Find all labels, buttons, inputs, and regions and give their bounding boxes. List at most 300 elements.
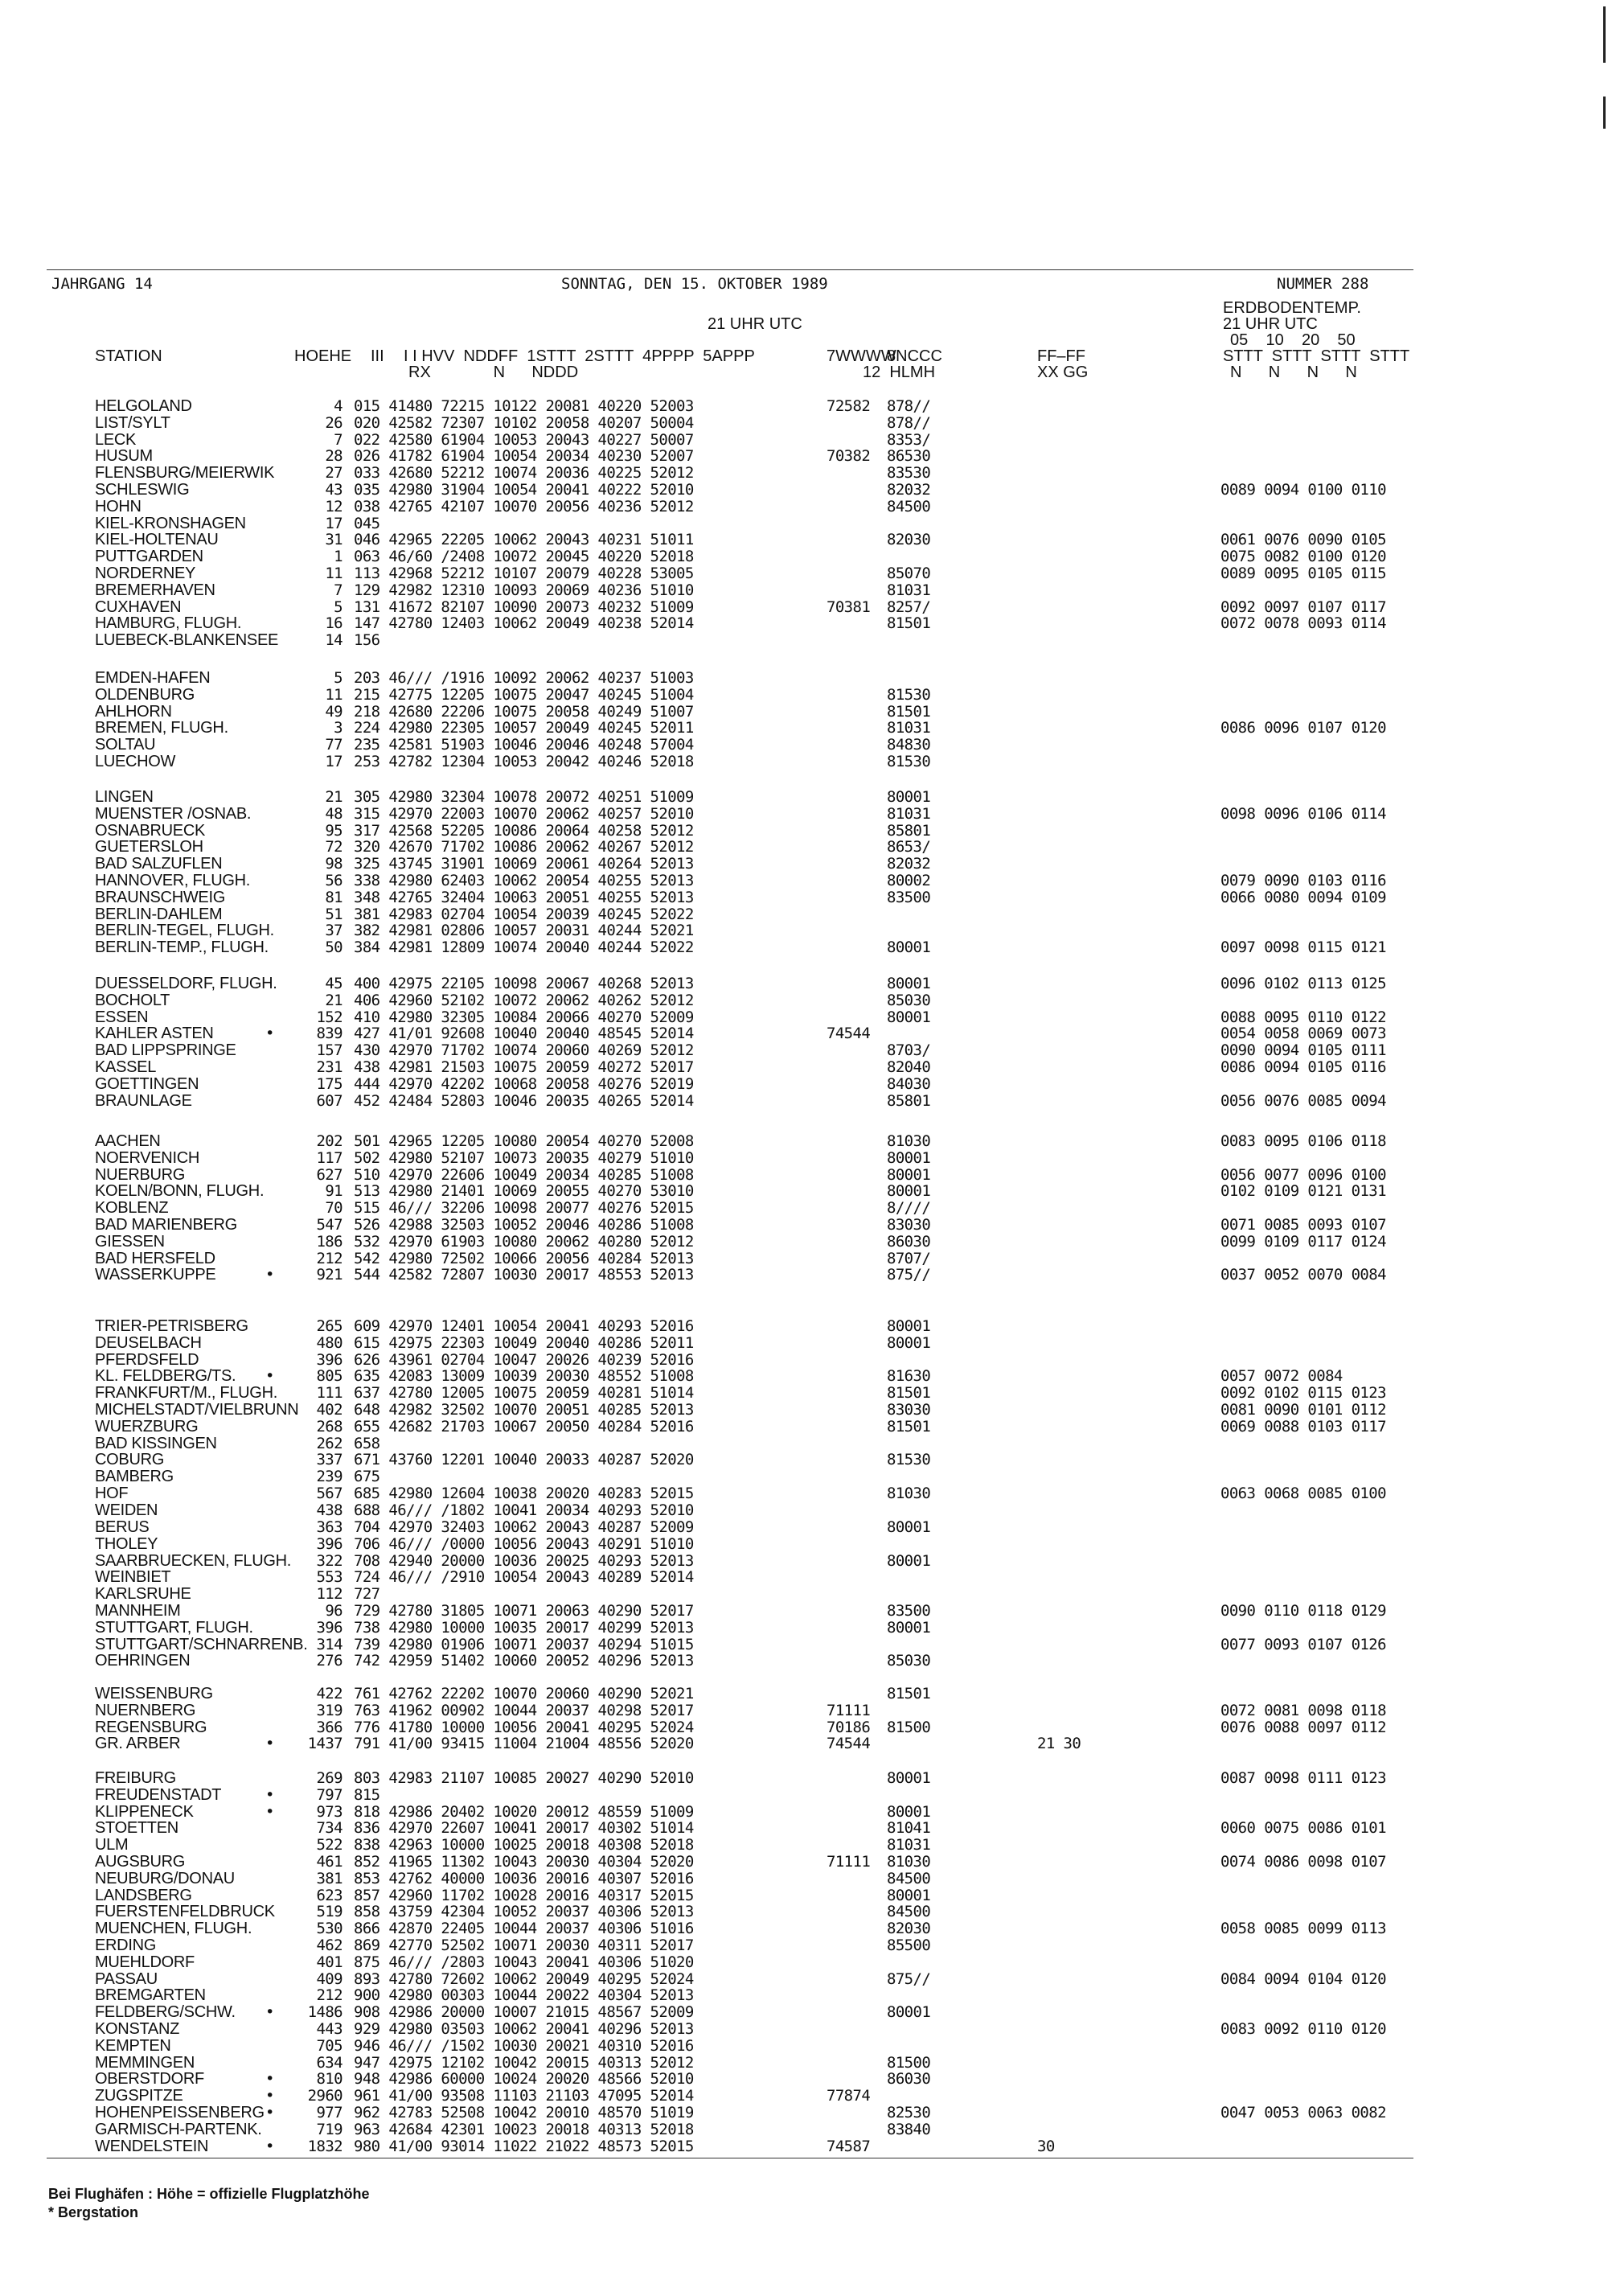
station-height: 921 (316, 1266, 343, 1284)
soil-temps: 0047 0053 0063 0082 (1220, 2104, 1386, 2121)
station-height: 805 (316, 1367, 343, 1386)
soil-temps: 0083 0095 0106 0118 (1220, 1132, 1386, 1150)
station-row (0, 632, 1415, 649)
soil-temps: 0086 0096 0107 0120 (1220, 719, 1386, 737)
station-name: FRANKFURT/M., FLUGH. (95, 1384, 277, 1403)
synop-codes: 688 46/// /1802 10041 20034 40293 52010 (354, 1501, 694, 1519)
soil-temps: 0061 0076 0090 0105 (1220, 531, 1386, 549)
cloud-group: 84500 (887, 1869, 931, 1887)
station-row (0, 1820, 1415, 1837)
synop-codes: 963 42684 42301 10023 20018 40313 52018 (354, 2120, 694, 2138)
station-name: BAMBERG (95, 1468, 174, 1486)
soil-temps: 0076 0088 0097 0112 (1220, 1718, 1386, 1736)
station-row (0, 1385, 1415, 1402)
cloud-group: 83840 (887, 2120, 931, 2138)
cloud-group: 80001 (887, 1333, 931, 1352)
cloud-group: 81530 (887, 753, 931, 770)
station-row (0, 448, 1415, 465)
station-height: 202 (316, 1132, 343, 1150)
mountain-station-mark: • (265, 2070, 274, 2089)
mountain-station-mark: • (265, 1367, 274, 1386)
station-height: 438 (316, 1501, 343, 1519)
station-row (0, 1419, 1415, 1436)
station-name: STUTTGART, FLUGH. (95, 1618, 253, 1637)
station-row (0, 1653, 1415, 1670)
station-height: 381 (316, 1869, 343, 1887)
station-name: HUSUM (95, 447, 153, 466)
synop-codes: 908 42986 20000 10007 21015 48567 52009 (354, 2003, 694, 2022)
station-row (0, 839, 1415, 856)
station-height: 31 (325, 531, 343, 549)
cloud-group: 81501 (887, 702, 931, 721)
station-height: 239 (316, 1468, 343, 1486)
station-row (0, 1586, 1415, 1603)
station-height: 402 (316, 1401, 343, 1419)
station-name: KONSTANZ (95, 2020, 180, 2038)
station-row (0, 1150, 1415, 1167)
soil-temps: 0089 0094 0100 0110 (1220, 481, 1386, 499)
station-name: AHLHORN (95, 702, 172, 721)
station-name: LECK (95, 430, 137, 449)
station-row (0, 1267, 1415, 1284)
cloud-group: 81500 (887, 2053, 931, 2072)
synop-codes: 815 (354, 1785, 380, 1804)
synop-codes: 532 42970 61903 10080 20062 40280 52012 (354, 1232, 694, 1251)
col-8nccc-sub: 12 HLMH (863, 363, 936, 381)
station-name: BREMERHAVEN (95, 581, 215, 599)
station-height: 839 (316, 1025, 343, 1043)
station-height: 51 (325, 905, 343, 923)
station-name: OLDENBURG (95, 685, 195, 704)
cloud-group: 83530 (887, 464, 931, 483)
synop-codes: 317 42568 52205 10086 20064 40258 52012 (354, 821, 694, 840)
station-row (0, 1887, 1415, 1904)
soil-depths: 05 10 20 50 (1230, 331, 1356, 349)
station-name: STOETTEN (95, 1819, 178, 1838)
synop-codes: 893 42780 72602 10062 20049 40295 52024 (354, 1969, 694, 1988)
station-height: 111 (316, 1384, 343, 1403)
station-name: LINGEN (95, 788, 154, 806)
cloud-group: 82032 (887, 481, 931, 499)
wind-gust-group: 21 30 (1037, 1735, 1081, 1753)
station-row (0, 1686, 1415, 1702)
cloud-group: 80002 (887, 872, 931, 889)
synop-codes: 544 42582 72807 10030 20017 48553 52013 (354, 1266, 694, 1284)
synop-codes: 869 42770 52502 10071 20030 40311 52017 (354, 1937, 694, 1954)
col-hoehe: HOEHE (294, 347, 352, 365)
soil-temps: 0077 0093 0107 0126 (1220, 1635, 1386, 1653)
station-name: KIEL-HOLTENAU (95, 531, 219, 549)
mountain-station-mark: • (265, 2087, 274, 2105)
station-height: 70 (325, 1199, 343, 1218)
station-name: FREIBURG (95, 1769, 176, 1787)
station-row (0, 704, 1415, 721)
station-height: 50 (325, 939, 343, 957)
soil-temps: 0054 0058 0069 0073 (1220, 1025, 1386, 1043)
station-row (0, 515, 1415, 532)
synop-codes: 502 42980 52107 10073 20035 40279 51010 (354, 1148, 694, 1167)
synop-codes: 685 42980 12604 10038 20020 40283 52015 (354, 1485, 694, 1502)
issue-number: NUMMER 288 (1277, 275, 1369, 293)
station-name: HOF (95, 1485, 129, 1502)
station-name: NORDERNEY (95, 565, 196, 582)
synop-codes: 410 42980 32305 10084 20066 40270 52009 (354, 1008, 694, 1026)
station-height: 98 (325, 855, 343, 873)
station-row (0, 1702, 1415, 1719)
station-row (0, 499, 1415, 515)
cloud-group: 80001 (887, 1551, 931, 1570)
station-name: BAD HERSFELD (95, 1249, 215, 1267)
station-row (0, 1971, 1415, 1988)
cloud-group: 82040 (887, 1058, 931, 1076)
col-main-codes: I I HVV NDDFF 1STTT 2STTT 4PPPP 5APPP (404, 347, 755, 365)
synop-codes: 452 42484 52803 10046 20035 40265 52014 (354, 1091, 694, 1110)
station-name: NOERVENICH (95, 1148, 199, 1167)
soil-temps: 0081 0090 0101 0112 (1220, 1401, 1386, 1419)
soil-temps: 0086 0094 0105 0116 (1220, 1058, 1386, 1076)
station-row (0, 670, 1415, 687)
weather-group: 72582 (827, 397, 871, 415)
cloud-group: 878// (887, 413, 931, 432)
station-name: BERLIN-TEMP., FLUGH. (95, 939, 269, 957)
station-height: 443 (316, 2020, 343, 2038)
synop-codes: 727 (354, 1585, 380, 1604)
station-height: 401 (316, 1953, 343, 1971)
weather-group: 70382 (827, 447, 871, 466)
synop-codes: 948 42986 60000 10024 20020 48566 52010 (354, 2070, 694, 2089)
synop-codes: 962 42783 52508 10042 20010 48570 51019 (354, 2104, 694, 2121)
cloud-group: 875// (887, 1266, 931, 1284)
cloud-group: 82030 (887, 1920, 931, 1938)
synop-codes: 542 42980 72502 10066 20056 40284 52013 (354, 1249, 694, 1267)
station-height: 27 (325, 464, 343, 483)
soil-temps: 0098 0096 0106 0114 (1220, 804, 1386, 823)
cloud-group: 85500 (887, 1937, 931, 1954)
station-name: MEMMINGEN (95, 2053, 195, 2072)
synop-codes: 961 41/00 93508 11103 21103 47095 52014 (354, 2087, 694, 2105)
station-row (0, 1485, 1415, 1502)
cloud-group: 80001 (887, 1769, 931, 1787)
cloud-group: 8707/ (887, 1249, 931, 1267)
cloud-group: 81030 (887, 1132, 931, 1150)
cloud-group: 8257/ (887, 598, 931, 616)
synop-codes: 803 42983 21107 10085 20027 40290 52010 (354, 1769, 694, 1787)
synop-codes: 742 42959 51402 10060 20052 40296 52013 (354, 1652, 694, 1670)
station-name: GUETERSLOH (95, 838, 203, 856)
soil-temps: 0088 0095 0110 0122 (1220, 1008, 1386, 1026)
synop-codes: 325 43745 31901 10069 20061 40264 52013 (354, 855, 694, 873)
mountain-station-mark: • (265, 2137, 274, 2155)
cloud-group: 81030 (887, 1853, 931, 1871)
synop-codes: 218 42680 22206 10075 20058 40249 51007 (354, 702, 694, 721)
station-height: 366 (316, 1718, 343, 1736)
station-height: 567 (316, 1485, 343, 1502)
station-row (0, 2105, 1415, 2121)
synop-codes: 866 42870 22405 10044 20037 40306 51016 (354, 1920, 694, 1938)
station-height: 314 (316, 1635, 343, 1653)
station-name: BAD LIPPSPRINGE (95, 1041, 236, 1060)
station-height: 810 (316, 2070, 343, 2089)
station-height: 77 (325, 736, 343, 754)
station-row (0, 2021, 1415, 2038)
station-row (0, 1183, 1415, 1200)
station-height: 56 (325, 872, 343, 889)
station-row (0, 1076, 1415, 1093)
cloud-group: 85070 (887, 565, 931, 582)
cloud-group: 81031 (887, 719, 931, 737)
station-height: 480 (316, 1333, 343, 1352)
synop-codes: 852 41965 11302 10043 20030 40304 52020 (354, 1853, 694, 1871)
cloud-group: 85030 (887, 991, 931, 1009)
station-name: STUTTGART/SCHNARRENB. (95, 1635, 308, 1653)
station-row (0, 939, 1415, 956)
station-row (0, 1368, 1415, 1385)
station-name: SAARBRUECKEN, FLUGH. (95, 1551, 292, 1570)
synop-codes: 020 42582 72307 10102 20058 40207 50004 (354, 413, 694, 432)
synop-codes: 626 43961 02704 10047 20026 40239 52016 (354, 1350, 694, 1369)
cloud-group: 85801 (887, 821, 931, 840)
synop-codes: 513 42980 21401 10069 20055 40270 53010 (354, 1182, 694, 1201)
station-name: ZUGSPITZE (95, 2087, 183, 2105)
station-name: COBURG (95, 1451, 164, 1469)
station-height: 977 (316, 2104, 343, 2121)
date-label: SONNTAG, DEN 15. OKTOBER 1989 (561, 275, 828, 293)
station-row (0, 1920, 1415, 1937)
synop-codes: 444 42970 42202 10068 20058 40276 52019 (354, 1074, 694, 1093)
soil-temps: 0058 0085 0099 0113 (1220, 1920, 1386, 1938)
station-height: 396 (316, 1618, 343, 1637)
station-name: FREUDENSTADT (95, 1785, 222, 1804)
station-height: 553 (316, 1568, 343, 1587)
soil-temps: 0097 0098 0115 0121 (1220, 939, 1386, 957)
station-height: 422 (316, 1685, 343, 1702)
station-height: 337 (316, 1451, 343, 1469)
soil-temps: 0084 0094 0104 0120 (1220, 1969, 1386, 1988)
station-row (0, 1553, 1415, 1570)
station-height: 522 (316, 1836, 343, 1854)
station-height: 48 (325, 804, 343, 823)
synop-codes: 637 42780 12005 10075 20059 40281 51014 (354, 1384, 694, 1403)
synop-codes: 113 42968 52212 10107 20079 40228 53005 (354, 565, 694, 582)
station-height: 7 (334, 430, 343, 449)
station-height: 973 (316, 1802, 343, 1821)
station-name: BAD MARIENBERG (95, 1216, 237, 1234)
synop-codes: 129 42982 12310 10093 20069 40236 51010 (354, 581, 694, 599)
station-name: GARMISCH-PARTENK. (95, 2120, 262, 2138)
synop-codes: 706 46/// /0000 10056 20043 40291 51010 (354, 1534, 694, 1553)
synop-codes: 704 42970 32403 10062 20043 40287 52009 (354, 1518, 694, 1536)
station-name: ESSEN (95, 1008, 149, 1026)
weather-group: 70381 (827, 598, 871, 616)
station-name: PUTTGARDEN (95, 548, 203, 566)
station-row (0, 1436, 1415, 1452)
cloud-group: 80001 (887, 1317, 931, 1335)
station-row (0, 1167, 1415, 1184)
soil-temps: 0066 0080 0094 0109 (1220, 888, 1386, 906)
station-row (0, 1009, 1415, 1026)
station-name: AUGSBURG (95, 1853, 186, 1871)
weather-group: 70186 (827, 1718, 871, 1736)
cloud-group: 80001 (887, 1148, 931, 1167)
synop-codes: 838 42963 10000 10025 20018 40308 52018 (354, 1836, 694, 1854)
station-height: 1437 (307, 1735, 343, 1753)
station-height: 627 (316, 1165, 343, 1184)
synop-codes: 427 41/01 92608 10040 20040 48545 52014 (354, 1025, 694, 1043)
station-name: WUERZBURG (95, 1417, 199, 1436)
station-row (0, 1335, 1415, 1352)
col-ff: FF–FF (1037, 347, 1085, 365)
station-height: 5 (334, 598, 343, 616)
station-height: 11 (325, 685, 343, 704)
station-row (0, 1904, 1415, 1920)
station-height: 17 (325, 753, 343, 770)
station-height: 409 (316, 1969, 343, 1988)
synop-codes: 818 42986 20402 10020 20012 48559 51009 (354, 1802, 694, 1821)
cloud-group: 81031 (887, 1836, 931, 1854)
station-name: REGENSBURG (95, 1718, 207, 1736)
cloud-group: 80001 (887, 788, 931, 806)
station-name: DEUSELBACH (95, 1333, 202, 1352)
station-height: 705 (316, 2036, 343, 2055)
station-row (0, 1536, 1415, 1553)
soil-temps: 0099 0109 0117 0124 (1220, 1232, 1386, 1251)
station-height: 37 (325, 922, 343, 940)
weather-group: 71111 (827, 1853, 871, 1871)
cloud-group: 81501 (887, 1417, 931, 1436)
station-name: SOLTAU (95, 736, 156, 754)
synop-codes: 900 42980 00303 10044 20022 40304 52013 (354, 1986, 694, 2005)
station-row (0, 548, 1415, 565)
station-height: 212 (316, 1986, 343, 2005)
station-height: 81 (325, 888, 343, 906)
synop-codes: 658 (354, 1434, 380, 1452)
synop-codes: 858 43759 42304 10052 20037 40306 52013 (354, 1903, 694, 1921)
station-name: KOBLENZ (95, 1199, 169, 1218)
station-row (0, 2138, 1415, 2155)
station-height: 175 (316, 1074, 343, 1093)
synop-codes: 836 42970 22607 10041 20017 40302 51014 (354, 1819, 694, 1838)
station-height: 719 (316, 2120, 343, 2138)
synop-codes: 635 42083 13009 10039 20030 48552 51008 (354, 1367, 694, 1386)
synop-codes: 763 41962 00902 10044 20037 40298 52017 (354, 1701, 694, 1719)
station-height: 45 (325, 975, 343, 992)
synop-codes: 526 42988 32503 10052 20046 40286 51008 (354, 1216, 694, 1234)
station-name: HANNOVER, FLUGH. (95, 872, 251, 889)
station-row (0, 1093, 1415, 1110)
col-soil-stt: STTT STTT STTT STTT (1223, 347, 1410, 365)
cloud-group: 84030 (887, 1074, 931, 1093)
station-height: 28 (325, 447, 343, 466)
synop-codes: 215 42775 12205 10075 20047 40245 51004 (354, 685, 694, 704)
cloud-group: 81530 (887, 685, 931, 704)
synop-codes: 224 42980 22305 10057 20049 40245 52011 (354, 719, 694, 737)
station-name: WEINBIET (95, 1568, 171, 1587)
synop-codes: 131 41672 82107 10090 20073 40232 51009 (354, 598, 694, 616)
station-height: 547 (316, 1216, 343, 1234)
station-height: 2960 (307, 2087, 343, 2105)
station-name: KL. FELDBERG/TS. (95, 1367, 236, 1386)
synop-codes: 875 46/// /2803 10043 20041 40306 51020 (354, 1953, 694, 1971)
cloud-group: 81530 (887, 1451, 931, 1469)
station-height: 91 (325, 1182, 343, 1201)
station-height: 152 (316, 1008, 343, 1026)
station-height: 396 (316, 1534, 343, 1553)
soil-temps: 0056 0077 0096 0100 (1220, 1165, 1386, 1184)
obs-time: 21 UHR UTC (708, 315, 802, 333)
station-row (0, 1025, 1415, 1042)
station-row (0, 1468, 1415, 1485)
cloud-group: 81031 (887, 804, 931, 823)
cloud-group: 81630 (887, 1367, 931, 1386)
station-row (0, 1318, 1415, 1335)
station-name: NEUBURG/DONAU (95, 1869, 235, 1887)
station-name: MUENSTER /OSNAB. (95, 804, 252, 823)
synop-codes: 655 42682 21703 10067 20050 40284 52016 (354, 1417, 694, 1436)
synop-codes: 147 42780 12403 10062 20049 40238 52014 (354, 614, 694, 633)
station-height: 607 (316, 1091, 343, 1110)
cloud-group: 80001 (887, 1165, 931, 1184)
synop-codes: 015 41480 72215 10122 20081 40220 52003 (354, 397, 694, 415)
station-name: WEIDEN (95, 1501, 158, 1519)
station-row (0, 465, 1415, 482)
mountain-station-mark: • (265, 1025, 274, 1043)
station-row (0, 1569, 1415, 1586)
station-height: 21 (325, 788, 343, 806)
station-row (0, 806, 1415, 823)
station-height: 265 (316, 1317, 343, 1335)
soil-temp-time: 21 UHR UTC (1223, 315, 1318, 333)
station-name: HELGOLAND (95, 397, 192, 415)
station-name: KLIPPENECK (95, 1802, 194, 1821)
station-name: GR. ARBER (95, 1735, 181, 1753)
station-height: 5 (334, 669, 343, 687)
soil-temps: 0057 0072 0084 (1220, 1367, 1343, 1386)
weather-group: 74587 (827, 2137, 871, 2155)
synop-codes: 203 46/// /1916 10092 20062 40237 51003 (354, 669, 694, 687)
cloud-group: 82530 (887, 2104, 931, 2121)
cloud-group: 84500 (887, 1903, 931, 1921)
cloud-group: 8703/ (887, 1041, 931, 1060)
col-7wwww: 7WWWW (827, 347, 896, 365)
cloud-group: 80001 (887, 939, 931, 957)
station-name: GOETTINGEN (95, 1074, 199, 1093)
station-height: 734 (316, 1819, 343, 1838)
station-name: OEHRINGEN (95, 1652, 191, 1670)
col-8nccc: 8NCCC (887, 347, 942, 365)
synop-codes: 929 42980 03503 10062 20041 40296 52013 (354, 2020, 694, 2038)
station-name: HAMBURG, FLUGH. (95, 614, 242, 633)
synop-codes: 253 42782 12304 10053 20042 40246 52018 (354, 753, 694, 770)
station-name: EMDEN-HAFEN (95, 669, 211, 687)
station-name: WENDELSTEIN (95, 2137, 209, 2155)
cloud-group: 83500 (887, 888, 931, 906)
soil-temps: 0072 0081 0098 0118 (1220, 1701, 1386, 1719)
synop-codes: 515 46/// 32206 10098 20077 40276 52015 (354, 1199, 694, 1218)
station-name: FELDBERG/SCHW. (95, 2003, 236, 2022)
synop-codes: 400 42975 22105 10098 20067 40268 52013 (354, 975, 694, 992)
cloud-group: 82032 (887, 855, 931, 873)
synop-codes: 724 46/// /2910 10054 20043 40289 52014 (354, 1568, 694, 1587)
station-row (0, 1502, 1415, 1519)
station-name: THOLEY (95, 1534, 158, 1553)
station-name: BERUS (95, 1518, 150, 1536)
station-name: KEMPTEN (95, 2036, 171, 2055)
station-row (0, 1804, 1415, 1821)
station-name: AACHEN (95, 1132, 161, 1150)
mountain-station-mark: • (265, 1266, 274, 1284)
soil-temps: 0096 0102 0113 0125 (1220, 975, 1386, 992)
cloud-group: 83030 (887, 1216, 931, 1234)
